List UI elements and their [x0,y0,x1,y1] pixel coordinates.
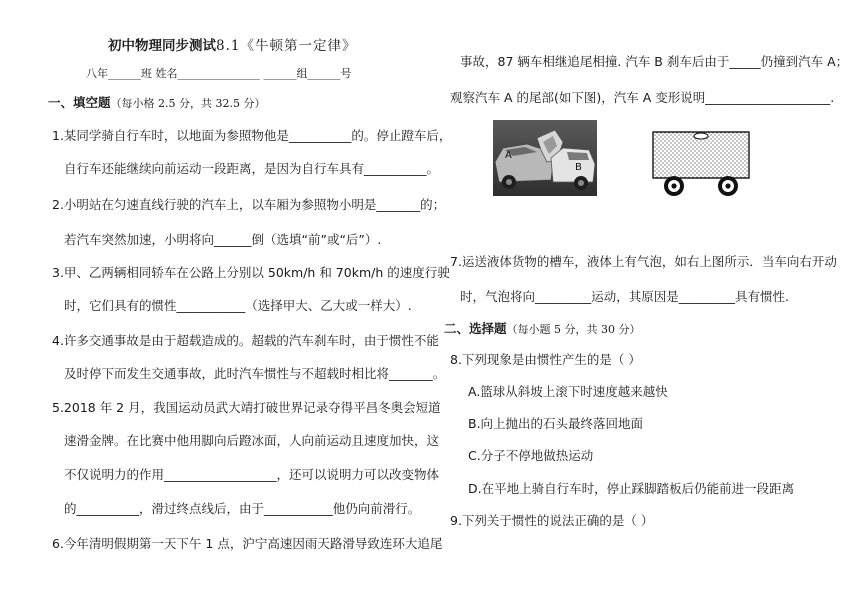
question-line: 2.小明站在匀速直线行驶的汽车上，以车厢为参照物小明是_______的； [52,197,446,212]
question-line: 速滑金牌。在比赛中他用脚向后蹬冰面，人向前运动且速度加快，这 [64,433,440,448]
question-line: 及时停下而发生交通事故，此时汽车惯性与不超载时相比将_______。 [64,366,446,381]
section-choice-heading [444,321,641,338]
section-score-note: （每小格 2.5 分，共 32.5 分） [110,97,266,110]
car-crash-photo [493,120,597,200]
car-crash-illustration [493,120,597,196]
section-score-note: （每小题 5 分，共 30 分） [506,323,641,336]
title-sub: 8.1《牛顿第一定律》 [216,38,357,54]
question-line: 3.甲、乙两辆相同轿车在公路上分别以 50km/h 和 70km/h 的速度行驶 [52,265,450,280]
question-line: 1.某同学骑自行车时，以地面为参照物他是__________的。停止蹬车后， [52,128,452,143]
question-line: 6.今年清明假期第一天下午 1 点，沪宁高速因雨天路滑导致连环大追尾 [52,536,443,551]
question-line: 事故，87 辆车相继追尾相撞. 汽车 B 刹车后由于_____仍撞到汽车 A； [460,54,849,69]
option-line: B.向上抛出的石头最终落回地面 [468,416,644,431]
question-line: 若汽车突然加速，小明将向______倒（选填“前”或“后”）. [64,232,382,247]
car-a-label: A [505,150,512,161]
question-line: 4.许多交通事故是由于超载造成的。超载的汽车刹车时，由于惯性不能 [52,333,439,348]
page-title [108,38,356,54]
section-heading-text: 一、填空题 [48,95,111,110]
option-line: D.在平地上骑自行车时，停止踩脚踏板后仍能前进一段距离 [468,481,795,496]
question-line: 8.下列现象是由惯性产生的是（ ） [450,352,641,367]
question-line: 时，它们具有的惯性___________（选择甲大、乙大或一样大）. [64,298,412,313]
question-line: 5.2018 年 2 月，我国运动员武大靖打破世界记录夺得平昌冬奥会短道 [52,400,441,415]
option-line: A.篮球从斜坡上滚下时速度越来越快 [468,384,668,399]
title-main: 初中物理同步测试 [108,38,216,54]
question-line: 观察汽车 A 的尾部(如下图)，汽车 A 变形说明____________________. [450,90,835,105]
question-line: 时，气泡将向_________运动，其原因是_________具有惯性. [460,289,789,304]
question-line: 7.运送液体货物的槽车，液体上有气泡，如右上图所示．当车向右开动 [450,254,837,269]
air-bubble [694,133,708,139]
section-heading-text: 二、选择题 [444,321,507,336]
car-b-label: B [575,162,582,173]
question-line: 的__________，滑过终点线后，由于___________他仍向前滑行。 [64,501,421,516]
question-line: 9.下列关于惯性的说法正确的是（ ） [450,513,654,528]
section-fill-blank-heading [48,95,266,112]
class-name-line: 八年______班 姓名_______________ ______组______号 [86,67,352,80]
wheel-right [718,176,738,196]
question-line: 不仅说明力的作用__________________，还可以说明力可以改变物体 [64,467,440,482]
tank-truck-illustration [648,124,758,200]
tank-truck-diagram [648,124,758,204]
question-line: 自行车还能继续向前运动一段距离，是因为自行车具有__________。 [64,161,440,176]
wheel-left [664,176,684,196]
option-line: C.分子不停地做热运动 [468,448,594,463]
